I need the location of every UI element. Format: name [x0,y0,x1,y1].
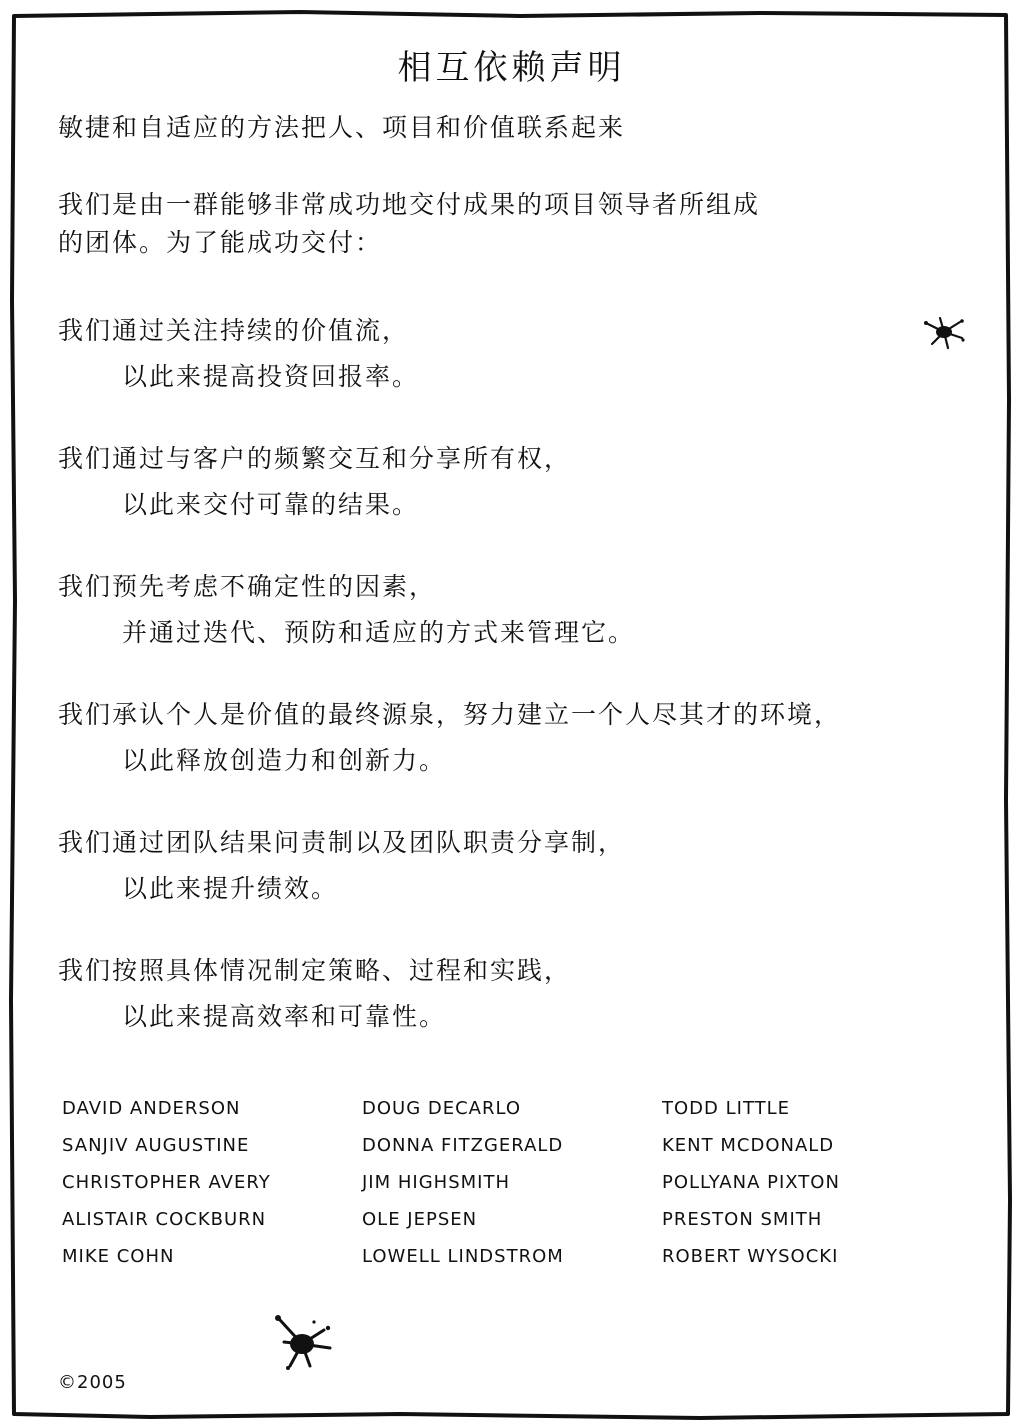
statement-line: 我们承认个人是价值的最终源泉，努力建立一个人尽其才的环境， [58,700,842,729]
intro-line: 我们是由一群能够非常成功地交付成果的项目领导者所组成 [58,190,761,219]
signer-name: DAVID ANDERSON [62,1098,241,1119]
signer-name: POLLYANA PIXTON [662,1172,840,1193]
signer-name: JIM HIGHSMITH [362,1172,510,1193]
signer-name: DONNA FITZGERALD [362,1135,564,1156]
signer-name: DOUG DECARLO [362,1098,522,1119]
statement-line: 我们通过团队结果问责制以及团队职责分享制， [58,828,626,857]
statement [58,308,419,400]
intro-line: 的团体。为了能成功交付： [58,228,383,257]
statement-line: 我们预先考虑不确定性的因素， [58,572,437,601]
signer-column [62,1090,362,1275]
statement-line: 我们通过关注持续的价值流， [58,316,410,345]
statement [58,948,571,1040]
signer-name: CHRISTOPHER AVERY [62,1172,271,1193]
statement-line: 我们通过与客户的频繁交互和分享所有权， [58,444,572,473]
statement-continuation: 以此来提高投资回报率。 [122,362,420,391]
signer-name: KENT MCDONALD [662,1135,835,1156]
statement-line: 我们按照具体情况制定策略、过程和实践， [58,956,572,985]
statement-continuation: 以此释放创造力和创新力。 [122,746,447,775]
subtitle: 敏捷和自适应的方法把人、项目和价值联系起来 [58,113,626,142]
signer-name: MIKE COHN [62,1246,175,1267]
signer-name: LOWELL LINDSTROM [362,1246,564,1267]
signer-name: SANJIV AUGUSTINE [62,1135,250,1156]
signer-name: ALISTAIR COCKBURN [62,1209,267,1230]
ink-splat-icon [922,314,966,350]
signer-name: ROBERT WYSOCKI [662,1246,839,1267]
intro-paragraph [58,186,760,262]
document-title: 相互依赖声明 [397,48,626,88]
statement [58,692,841,784]
signer-column [362,1090,662,1275]
statement-continuation: 以此来提高效率和可靠性。 [122,1002,447,1031]
copyright: ©2005 [58,1372,127,1393]
signatories [62,1090,962,1275]
signer-name: TODD LITTLE [662,1098,791,1119]
statement-continuation: 以此来交付可靠的结果。 [122,490,420,519]
statement-continuation: 并通过迭代、预防和适应的方式来管理它。 [122,618,636,647]
statement [58,564,635,656]
signer-name: OLE JEPSEN [362,1209,478,1230]
statement [58,436,571,528]
signer-column [662,1090,962,1275]
statement-continuation: 以此来提升绩效。 [122,874,339,903]
statement [58,820,625,912]
signer-name: PRESTON SMITH [662,1209,823,1230]
ink-splat-icon [270,1312,336,1370]
